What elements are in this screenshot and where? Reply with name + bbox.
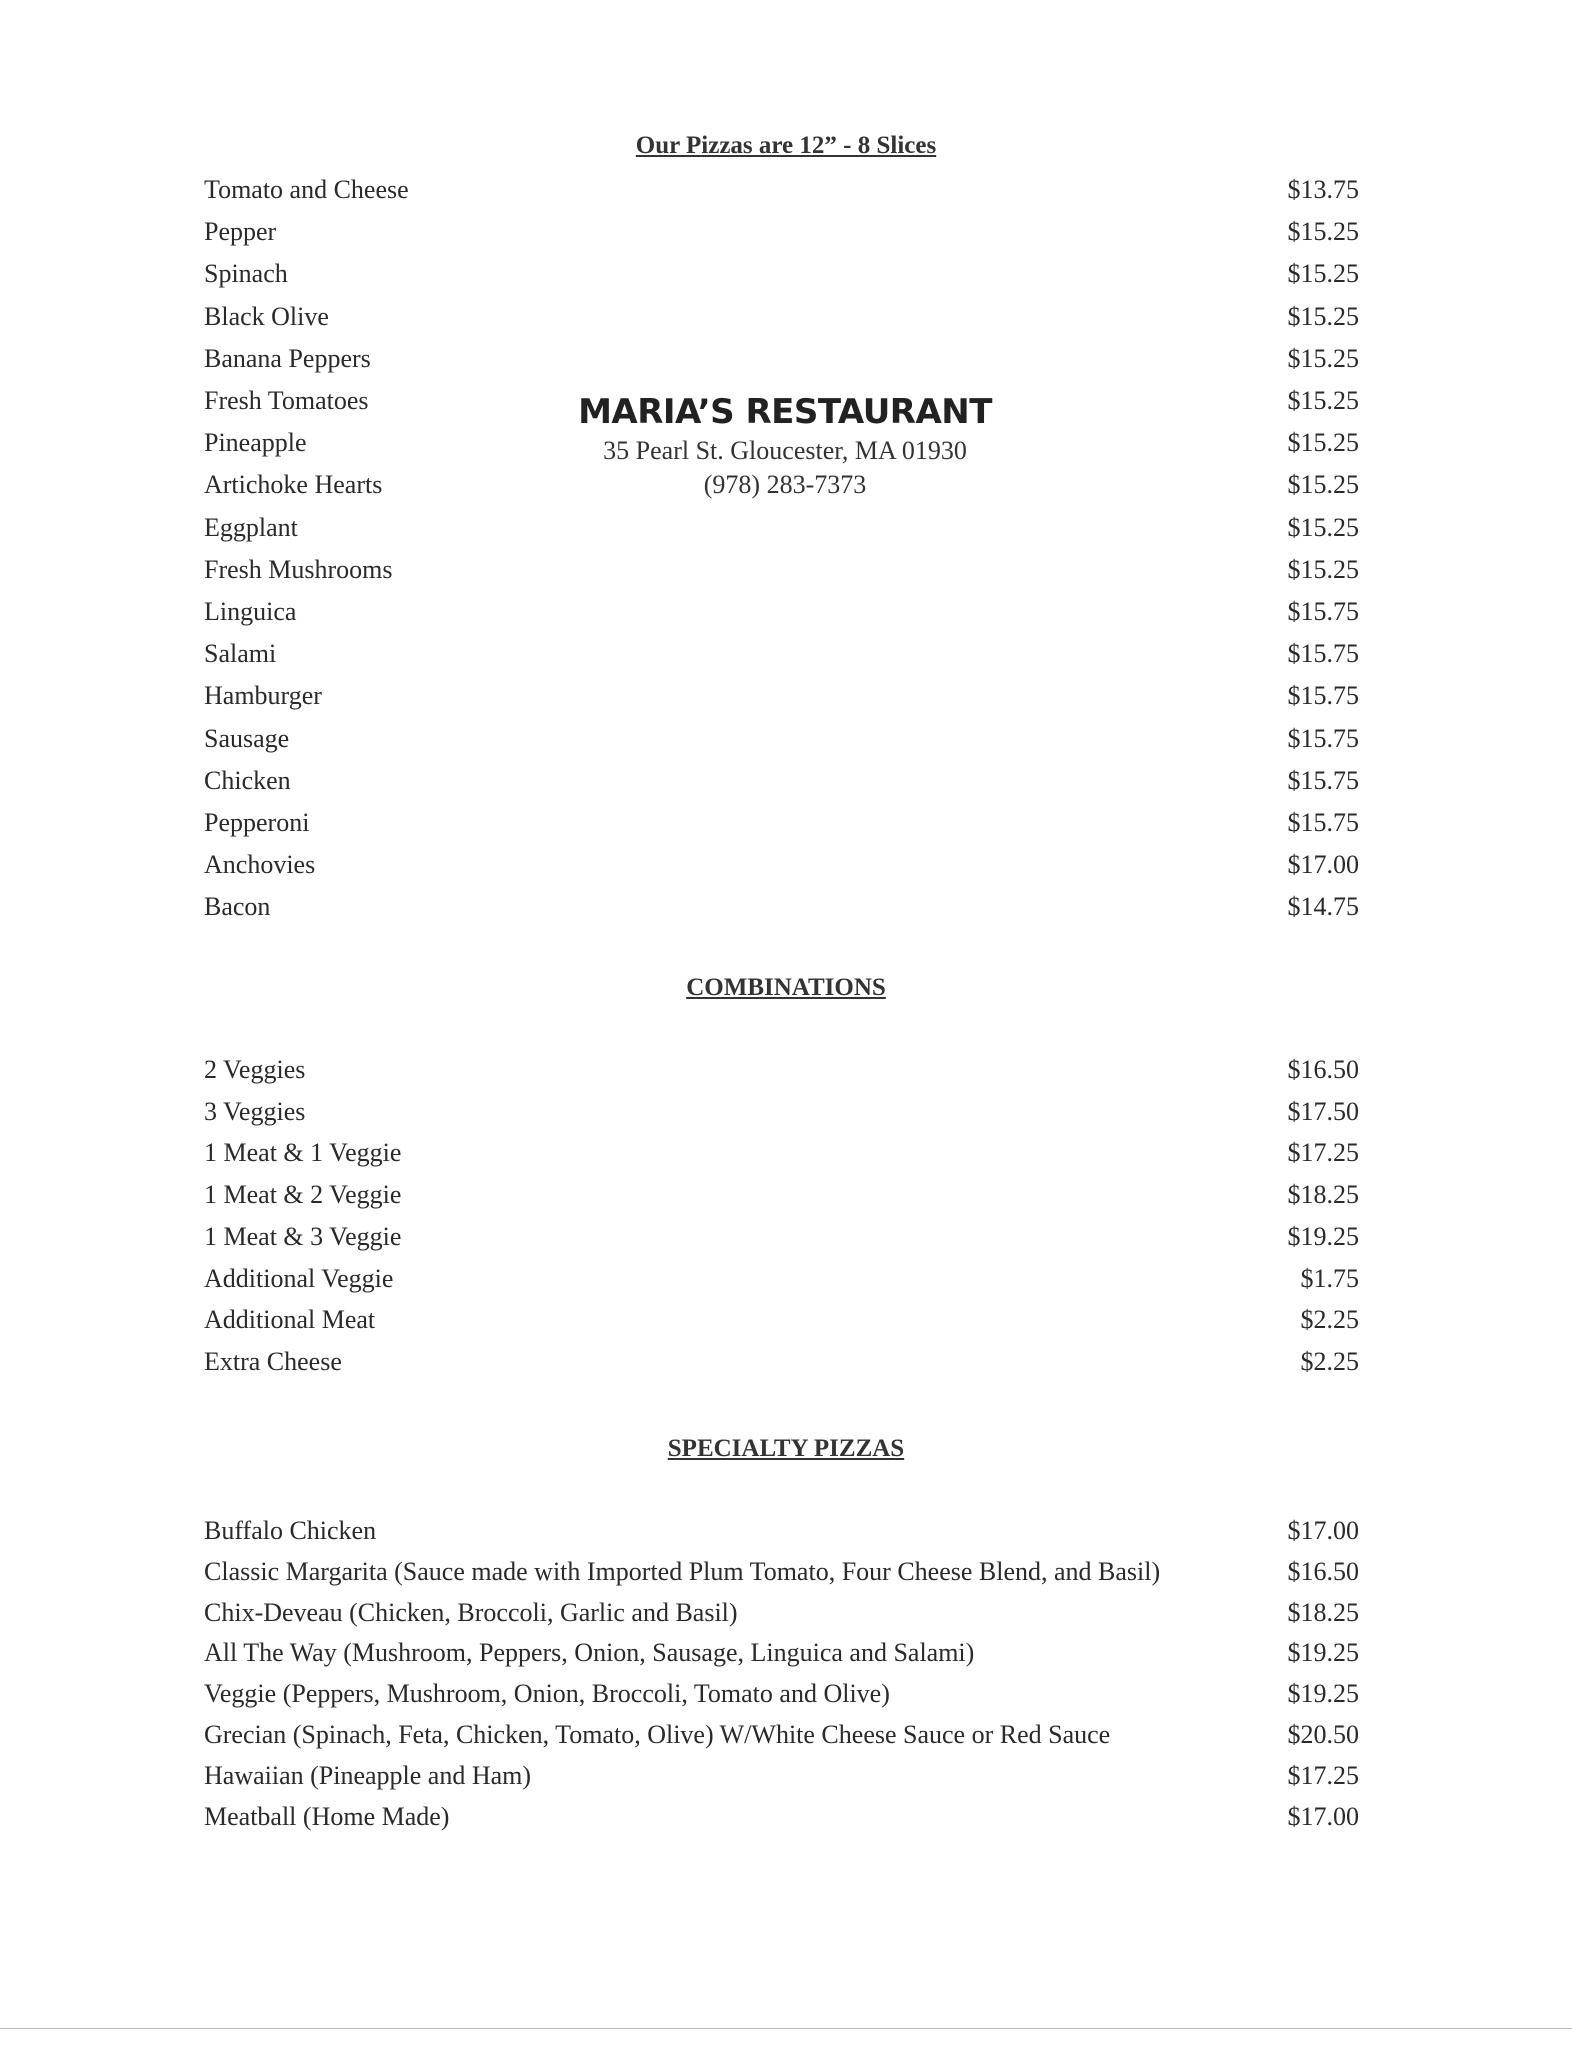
restaurant-phone: (978) 283-7373 bbox=[703, 470, 867, 499]
menu-item-price: $16.50 bbox=[1287, 1055, 1359, 1084]
menu-item-price: $15.25 bbox=[1287, 259, 1359, 289]
menu-item-name: Tomato and Cheese bbox=[204, 175, 409, 204]
menu-item-name: 1 Meat & 2 Veggie bbox=[204, 1180, 402, 1210]
menu-item-name: Fresh Mushrooms bbox=[204, 554, 393, 584]
menu-item-price: $20.50 bbox=[1287, 1720, 1359, 1749]
menu-item-row bbox=[0, 1138, 1572, 1172]
menu-item-name: Pineapple bbox=[204, 428, 307, 458]
menu-item-name: Spinach bbox=[204, 259, 288, 289]
menu-item-name: Banana Peppers bbox=[204, 343, 371, 373]
menu-item-price: $15.75 bbox=[1287, 723, 1359, 753]
menu-item-row bbox=[0, 1097, 1572, 1131]
menu-item-price: $17.00 bbox=[1287, 1801, 1359, 1831]
menu-item-name: 1 Meat & 3 Veggie bbox=[204, 1221, 402, 1251]
menu-item-price: $15.75 bbox=[1287, 597, 1359, 626]
menu-item-row bbox=[0, 555, 1572, 589]
menu-item-row bbox=[0, 217, 1572, 251]
menu-item-price: $15.25 bbox=[1287, 386, 1359, 415]
menu-item-price: $14.75 bbox=[1287, 892, 1359, 922]
menu-item-price: $15.25 bbox=[1287, 301, 1359, 331]
menu-item-price: $16.50 bbox=[1287, 1556, 1359, 1586]
menu-item-name: Grecian (Spinach, Feta, Chicken, Tomato, Olive) W/White Cheese Sauce or Red Sauce bbox=[204, 1720, 1111, 1749]
menu-item-name: 3 Veggies bbox=[204, 1096, 306, 1126]
menu-item-name: Hawaiian (Pineapple and Ham) bbox=[204, 1760, 532, 1790]
menu-item-price: $19.25 bbox=[1287, 1638, 1359, 1668]
restaurant-name: MARIA’S RESTAURANT bbox=[578, 392, 992, 432]
menu-item-row bbox=[0, 1222, 1572, 1256]
menu-item-name: Chix-Deveau (Chicken, Broccoli, Garlic and Basil) bbox=[204, 1597, 738, 1627]
menu-item-name: Chicken bbox=[204, 765, 291, 795]
menu-item-name: Black Olive bbox=[204, 301, 329, 331]
menu-item-name: Hamburger bbox=[204, 681, 322, 711]
menu-item-price: $19.25 bbox=[1287, 1221, 1359, 1251]
menu-item-row bbox=[0, 1180, 1572, 1214]
pizzas-heading: Our Pizzas are 12” - 8 Slices bbox=[635, 132, 937, 159]
menu-item-row bbox=[0, 766, 1572, 800]
menu-item-row bbox=[0, 302, 1572, 336]
menu-item-price: $17.25 bbox=[1287, 1138, 1359, 1168]
menu-item-price: $18.25 bbox=[1287, 1597, 1359, 1627]
menu-item-name: 1 Meat & 1 Veggie bbox=[204, 1138, 402, 1168]
menu-item-name: Pepper bbox=[204, 217, 277, 247]
menu-item-price: $17.50 bbox=[1287, 1096, 1359, 1126]
restaurant-block bbox=[530, 392, 1040, 502]
menu-item-price: $18.25 bbox=[1287, 1180, 1359, 1210]
menu-item-price: $15.75 bbox=[1287, 681, 1359, 711]
menu-item-row bbox=[0, 850, 1572, 884]
menu-item-name: Veggie (Peppers, Mushroom, Onion, Broccoli, Tomato and Olive) bbox=[204, 1679, 890, 1709]
menu-item-row bbox=[0, 681, 1572, 715]
menu-item-name: Anchovies bbox=[204, 850, 316, 880]
menu-item-price: $17.25 bbox=[1287, 1760, 1359, 1790]
menu-item-price: $2.25 bbox=[1300, 1346, 1359, 1376]
menu-item-name: Extra Cheese bbox=[204, 1346, 342, 1376]
menu-item-name: Artichoke Hearts bbox=[204, 470, 383, 500]
menu-item-price: $1.75 bbox=[1300, 1263, 1359, 1293]
combinations-heading: COMBINATIONS bbox=[686, 974, 886, 1001]
menu-item-price: $17.00 bbox=[1287, 850, 1359, 880]
menu-item-row bbox=[0, 1305, 1572, 1339]
menu-item-name: Salami bbox=[204, 639, 277, 669]
menu-item-price: $15.25 bbox=[1287, 554, 1359, 584]
menu-item-price: $15.25 bbox=[1287, 512, 1359, 542]
menu-item-row bbox=[0, 1557, 1572, 1591]
menu-item-row bbox=[0, 1264, 1572, 1298]
menu-item-row bbox=[0, 344, 1572, 378]
menu-item-row bbox=[0, 597, 1572, 631]
menu-item-row bbox=[0, 724, 1572, 758]
menu-item-row bbox=[0, 892, 1572, 926]
menu-item-row bbox=[0, 639, 1572, 673]
restaurant-address: 35 Pearl St. Gloucester, MA 01930 bbox=[603, 436, 967, 465]
menu-item-name: Linguica bbox=[204, 597, 297, 626]
page-bottom-rule bbox=[0, 2028, 1572, 2029]
menu-item-price: $2.25 bbox=[1300, 1305, 1359, 1335]
menu-item-row bbox=[0, 1720, 1572, 1754]
menu-item-name: Classic Margarita (Sauce made with Imported Plum Tomato, Four Cheese Blend, and Basil) bbox=[204, 1556, 1161, 1586]
menu-item-name: Fresh Tomatoes bbox=[204, 386, 369, 415]
menu-item-name: Buffalo Chicken bbox=[204, 1516, 377, 1545]
menu-item-row bbox=[0, 1055, 1572, 1089]
menu-item-name: 2 Veggies bbox=[204, 1055, 306, 1084]
menu-item-price: $19.25 bbox=[1287, 1679, 1359, 1709]
menu-item-row bbox=[0, 1598, 1572, 1632]
menu-item-row bbox=[0, 1347, 1572, 1381]
menu-item-name: Meatball (Home Made) bbox=[204, 1801, 450, 1831]
menu-item-row bbox=[0, 259, 1572, 293]
menu-item-price: $15.75 bbox=[1287, 808, 1359, 837]
menu-item-name: Eggplant bbox=[204, 512, 298, 542]
menu-item-name: Additional Veggie bbox=[204, 1263, 394, 1293]
menu-item-row bbox=[0, 513, 1572, 547]
menu-item-name: Pepperoni bbox=[204, 808, 310, 837]
menu-item-price: $15.75 bbox=[1287, 639, 1359, 669]
specialty-heading: SPECIALTY PIZZAS bbox=[667, 1435, 905, 1462]
menu-item-price: $15.75 bbox=[1287, 765, 1359, 795]
menu-item-name: Bacon bbox=[204, 892, 271, 922]
menu-item-price: $15.25 bbox=[1287, 217, 1359, 247]
menu-item-row bbox=[0, 1516, 1572, 1550]
menu-item-price: $13.75 bbox=[1287, 175, 1359, 204]
menu-item-row bbox=[0, 1761, 1572, 1795]
menu-item-price: $15.25 bbox=[1287, 428, 1359, 458]
menu-item-row bbox=[0, 1679, 1572, 1713]
menu-item-row bbox=[0, 808, 1572, 842]
menu-item-row bbox=[0, 1638, 1572, 1672]
menu-item-row bbox=[0, 175, 1572, 209]
menu-item-price: $17.00 bbox=[1287, 1516, 1359, 1545]
menu-item-row bbox=[0, 1802, 1572, 1836]
menu-item-name: All The Way (Mushroom, Peppers, Onion, Sausage, Linguica and Salami) bbox=[204, 1638, 975, 1668]
menu-item-price: $15.25 bbox=[1287, 343, 1359, 373]
menu-item-name: Sausage bbox=[204, 723, 290, 753]
menu-item-name: Additional Meat bbox=[204, 1305, 376, 1335]
menu-item-price: $15.25 bbox=[1287, 470, 1359, 500]
